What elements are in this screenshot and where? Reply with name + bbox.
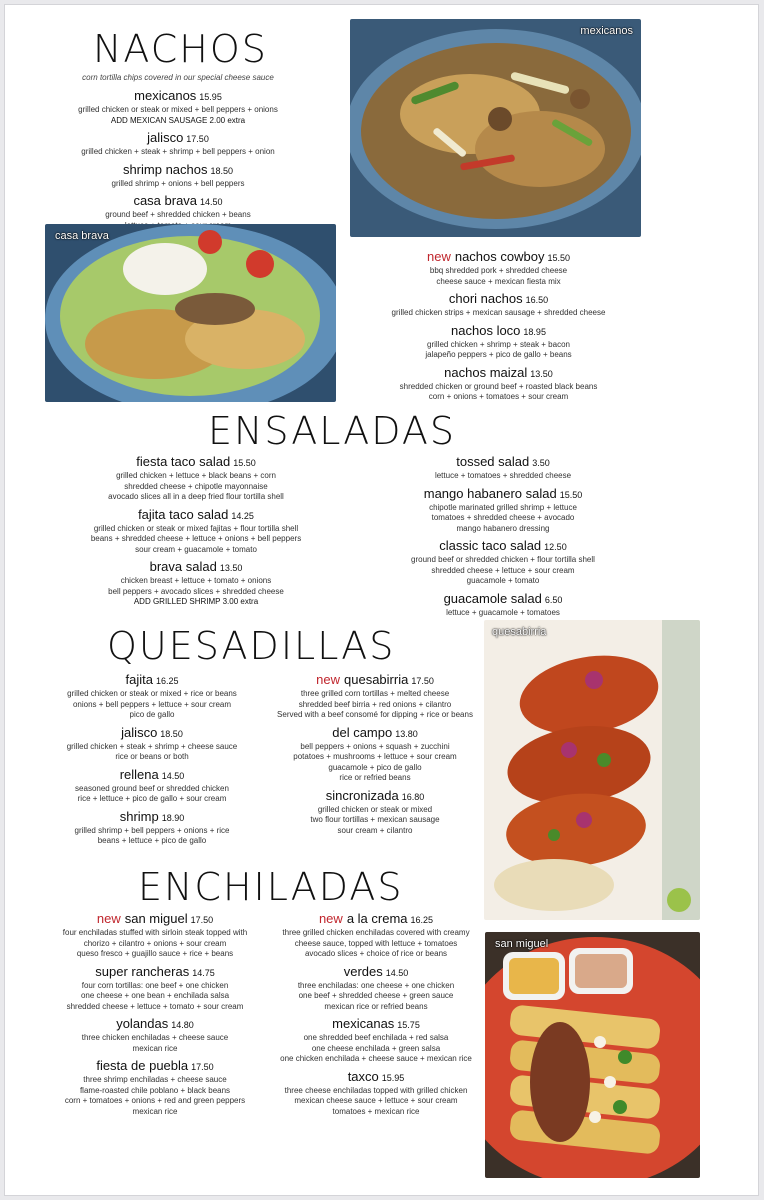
menu-item-name-line [373, 538, 633, 555]
menu-item-name-line [267, 1069, 485, 1086]
section-title-ensaladas: ENSALADAS [208, 409, 457, 453]
menu-item-description: three chicken enchiladas + cheese sauce [81, 1033, 229, 1042]
menu-item-name-line [45, 1058, 265, 1075]
menu-item-tossed-salad [373, 454, 633, 482]
menu-item-name-line [71, 559, 321, 576]
menu-item-name: fiesta taco salad [136, 454, 231, 469]
menu-item-name: yolandas [116, 1016, 169, 1031]
menu-item-price: 13.50 [219, 563, 243, 573]
menu-item-description: grilled chicken or steak or mixed [317, 804, 433, 814]
menu-item-description: three enchiladas: one cheese + one chicken [297, 980, 455, 990]
menu-item-price: 14.50 [161, 770, 185, 781]
menu-item-price: 17.50 [411, 676, 434, 686]
menu-item-description: grilled chicken + steak + shrimp + cheese sauce [66, 741, 238, 751]
menu-item-description: grilled chicken or steak or mixed + bell peppers + onions [78, 105, 278, 114]
menu-item-description: flame-roasted chile poblano + black beans [79, 1085, 231, 1095]
menu-item-taxco [267, 1069, 485, 1118]
menu-item-name-line [45, 1016, 265, 1033]
menu-item-quesabirria [267, 672, 483, 721]
menu-item-name: super rancheras [95, 963, 190, 979]
menu-item-nachos-loco [351, 323, 646, 361]
menu-item-description: cheese sauce, topped with lettuce + tomatoes [294, 938, 458, 948]
menu-item-description: grilled shrimp + onions + bell peppers [111, 178, 245, 188]
menu-item-extra: ADD MEXICAN SAUSAGE 2.00 extra [110, 115, 246, 125]
menu-item-price: 12.50 [544, 542, 567, 552]
menu-item-description: four corn tortillas: one beef + one chicken [81, 980, 229, 990]
menu-item-description: beans + lettuce + pico de gallo [97, 836, 207, 845]
menu-item-description: shredded cheese + lettuce + sour cream [431, 565, 575, 575]
menu-item-description: pico de gallo [129, 710, 175, 719]
photo-label-san-miguel: san miguel [495, 938, 549, 950]
menu-item-shrimp-nachos [43, 162, 313, 190]
nachos-left-column [43, 71, 313, 235]
menu-item-description: one cheese + one bean + enchilada salsa [80, 991, 230, 1000]
menu-item-description: guacamole + tomato [466, 576, 540, 585]
menu-item-name: del campo [332, 724, 393, 740]
menu-item-name-line [351, 365, 646, 382]
menu-item-description: grilled chicken strips + mexican sausage + shredded cheese [391, 308, 606, 317]
menu-item-description: bell peppers + onions + squash + zucchini [300, 741, 450, 751]
menu-item-description: four enchiladas stuffed with sirloin steak topped with [62, 928, 248, 937]
menu-item-name: mexicanos [134, 88, 197, 103]
menu-item-name: shrimp nachos [122, 161, 208, 177]
menu-item-price: 14.50 [385, 967, 409, 978]
menu-item-chori-nachos [351, 291, 646, 319]
enchiladas-left-column [45, 911, 265, 1121]
menu-item-description: seasoned ground beef or shredded chicken [75, 783, 229, 793]
photo-san-miguel [485, 932, 700, 1178]
menu-item-description: beans + shredded cheese + lettuce + onions + bell peppers [90, 534, 302, 543]
menu-item-description: grilled shrimp + bell peppers + onions + rice [74, 825, 230, 835]
menu-item-nachos-cowboy [351, 249, 646, 287]
menu-item-name: jalisco [121, 724, 158, 740]
new-tag: new [316, 672, 340, 687]
menu-item-name-line [351, 323, 646, 340]
menu-item-price: 16.80 [401, 791, 425, 802]
menu-item-name: a la crema [346, 911, 408, 926]
menu-item-name: brava salad [149, 559, 217, 574]
menu-item-description: mexican cheese sauce + lettuce + sour cream [294, 1096, 458, 1105]
menu-item-name: verdes [343, 963, 383, 979]
menu-item-name: mexicanas [332, 1016, 395, 1031]
menu-item-description: three cheese enchiladas topped with grilled chicken [284, 1085, 468, 1095]
menu-item-description: avocado slices + choice of rice or beans [304, 949, 448, 958]
menu-item-name-line [41, 672, 263, 689]
menu-item-name-line [373, 486, 633, 503]
menu-item-price: 16.25 [410, 915, 434, 925]
menu-item-name-line [267, 788, 483, 805]
menu-item-price: 17.50 [191, 1062, 214, 1072]
menu-item-jalisco [43, 130, 313, 158]
menu-item-price: 14.80 [171, 1020, 194, 1030]
menu-item-price: 3.50 [532, 458, 550, 468]
nachos-subtitle: corn tortilla chips covered in our special cheese sauce [82, 73, 274, 82]
menu-item-price: 18.50 [160, 728, 183, 739]
menu-item-name: fajita [125, 672, 153, 687]
menu-item-price: 13.80 [395, 728, 418, 739]
menu-item-description: mango habanero dressing [456, 523, 550, 533]
menu-item-description: three grilled corn tortillas + melted cheese [300, 689, 450, 698]
menu-item-verdes [267, 964, 485, 1013]
menu-item-price: 18.95 [523, 326, 546, 337]
menu-item-brava-salad [71, 559, 321, 608]
menu-item-classic-taco-salad [373, 538, 633, 587]
menu-item-name-line [267, 672, 483, 689]
menu-item-name-line [351, 291, 646, 308]
menu-item-super-rancheras [45, 964, 265, 1013]
new-tag: new [426, 249, 451, 264]
photo-mexicanos [350, 19, 641, 237]
menu-item-description: jalapeño peppers + pico de gallo + beans [425, 350, 572, 359]
menu-item-description: rice + lettuce + pico de gallo + sour cream [77, 794, 227, 803]
menu-item-description: rice or beans or both [115, 752, 189, 761]
menu-item-rellena [41, 767, 263, 805]
menu-item-shrimp [41, 809, 263, 847]
menu-item-description: corn + tomatoes + onions + red and green peppers [64, 1096, 246, 1105]
menu-item-description: grilled chicken + shrimp + steak + bacon [427, 339, 570, 349]
menu-item-price: 14.25 [231, 510, 254, 521]
menu-item-price: 15.50 [547, 253, 570, 263]
menu-item-guacamole-salad [373, 591, 633, 619]
menu-item-a-la-crema [267, 911, 485, 960]
menu-item-name: fiesta de puebla [96, 1058, 189, 1073]
menu-item-extra: ADD GRILLED SHRIMP 3.00 extra [133, 597, 259, 606]
menu-item-description: three shrimp enchiladas + cheese sauce [83, 1075, 227, 1084]
menu-item-name-line [267, 725, 483, 742]
menu-item-description: chipotle marinated grilled shrimp + lettuce [429, 502, 577, 512]
menu-item-description: onions + bell peppers + lettuce + sour cream [72, 699, 232, 709]
new-tag: new [96, 911, 121, 926]
menu-item-name-line [43, 193, 313, 210]
menu-item-description: bell peppers + avocado slices + shredded cheese [108, 586, 284, 596]
menu-item-name-line [45, 964, 265, 981]
menu-item-description: Served with a beef consomé for dipping + rice or beans [277, 710, 473, 719]
menu-item-description: grilled chicken or steak or mixed fajitas + flour tortilla shell [93, 523, 299, 533]
menu-item-description: shredded cheese + chipotle mayonnaise [124, 481, 268, 491]
menu-item-name: sincronizada [325, 787, 399, 803]
menu-item-name: tossed salad [456, 454, 530, 469]
menu-item-jalisco [41, 725, 263, 763]
menu-item-description: one shredded beef enchilada + red salsa [303, 1033, 449, 1042]
menu-item-price: 14.75 [192, 967, 215, 978]
ensaladas-right-column [373, 454, 633, 622]
menu-item-description: chorizo + cilantro + onions + sour cream [83, 938, 227, 948]
section-title-nachos: NACHOS [93, 27, 268, 71]
photo-label-mexicanos: mexicanos [580, 25, 633, 37]
quesadillas-left-column [41, 672, 263, 851]
menu-item-fajita [41, 672, 263, 721]
menu-item-description: potatoes + mushrooms + lettuce + sour cream [293, 752, 457, 761]
menu-item-name: chori nachos [448, 291, 523, 306]
menu-item-price: 13.50 [530, 368, 553, 379]
menu-item-name: nachos maizal [444, 364, 528, 380]
menu-item-description: grilled chicken or steak or mixed + rice or beans [67, 689, 237, 698]
menu-item-price: 15.50 [233, 458, 256, 468]
menu-item-description: ground beef + shredded chicken + beans [105, 210, 251, 219]
menu-item-name: quesabirria [344, 672, 409, 687]
menu-item-description: ground beef or shredded chicken + flour tortilla shell [411, 555, 595, 564]
menu-item-description: sour cream + cilantro [337, 825, 413, 835]
menu-item-name-line [43, 88, 313, 105]
menu-item-description: sour cream + guacamole + tomato [135, 544, 257, 554]
menu-item-name: mango habanero salad [423, 485, 557, 501]
menu-item-description: mexican rice [132, 1043, 178, 1053]
menu-item-description: bbq shredded pork + shredded cheese [429, 266, 568, 275]
menu-item-price: 16.50 [525, 295, 549, 305]
section-title-quesadillas: QUESADILLAS [107, 624, 396, 668]
menu-item-name: nachos cowboy [454, 249, 545, 264]
menu-item-name: san miguel [124, 911, 188, 926]
menu-item-description: guacamole + pico de gallo [328, 762, 422, 772]
menu-item-description: corn + onions + tomatoes + sour cream [428, 392, 569, 401]
menu-item-name: nachos loco [451, 322, 521, 338]
photo-casa-brava [45, 224, 336, 402]
menu-item-name-line [71, 507, 321, 524]
menu-item-name-line [41, 725, 263, 742]
menu-item-description: mexican rice [132, 1106, 178, 1116]
menu-item-description: lettuce + tomatoes + shredded cheese [434, 471, 572, 480]
menu-item-description: one chicken enchilada + cheese sauce + mexican rice [280, 1054, 472, 1063]
menu-item-san-miguel [45, 911, 265, 960]
menu-item-name-line [373, 591, 633, 608]
menu-item-description: rice or refried beans [339, 773, 411, 782]
menu-item-name-line [41, 767, 263, 784]
menu-item-name-line [267, 911, 485, 928]
menu-item-description: lettuce + guacamole + tomatoes [446, 607, 560, 617]
menu-item-description: shredded beef birria + red onions + cilantro [298, 699, 452, 709]
menu-item-description: mexican rice or refried beans [324, 1001, 428, 1011]
menu-item-name: jalisco [147, 130, 184, 145]
menu-item-description: queso fresco + guajillo sauce + rice + beans [76, 949, 234, 958]
menu-item-description: one cheese enchilada + green salsa [311, 1043, 441, 1053]
menu-item-price: 18.90 [161, 812, 185, 823]
ensaladas-left-column [71, 454, 321, 612]
menu-item-name: rellena [119, 766, 159, 782]
photo-label-quesabirria: quesabirria [492, 626, 547, 638]
menu-item-name: fajita taco salad [138, 506, 229, 522]
menu-item-price: 6.50 [544, 594, 563, 605]
menu-item-name-line [71, 454, 321, 471]
menu-item-description: avocado slices all in a deep fried flour tortilla shell [108, 492, 284, 501]
photo-label-casa-brava: casa brava [55, 230, 109, 242]
menu-item-mango-habanero-salad [373, 486, 633, 535]
photo-quesabirria [484, 620, 700, 920]
enchiladas-right-column [267, 911, 485, 1121]
new-tag: new [318, 911, 343, 926]
menu-item-description: cheese sauce + mexican fiesta mix [436, 276, 561, 286]
menu-item-description: three grilled chicken enchiladas covered with creamy [282, 928, 470, 937]
menu-item-name-line [351, 249, 646, 266]
menu-item-fajita-taco-salad [71, 507, 321, 556]
menu-item-description: one beef + shredded cheese + green sauce [298, 991, 454, 1000]
menu-item-description: two flour tortillas + mexican sausage [310, 815, 440, 824]
menu-item-name: casa brava [133, 193, 198, 208]
menu-item-price: 14.50 [200, 197, 223, 207]
menu-item-sincronizada [267, 788, 483, 837]
menu-item-price: 15.95 [381, 1072, 405, 1083]
menu-item-price: 17.50 [186, 134, 209, 144]
menu-item-price: 15.75 [397, 1020, 420, 1030]
menu-item-fiesta-taco-salad [71, 454, 321, 503]
menu-item-name-line [41, 809, 263, 826]
menu-item-description: tomatoes + shredded cheese + avocado [431, 513, 575, 522]
quesadillas-right-column [267, 672, 483, 840]
menu-item-name-line [43, 130, 313, 147]
menu-item-mexicanos [43, 88, 313, 126]
menu-item-yolandas [45, 1016, 265, 1054]
menu-item-description: shredded cheese + lettuce + tomato + sour cream [66, 1001, 244, 1011]
menu-item-price: 15.95 [199, 92, 222, 102]
menu-item-fiesta-de-puebla [45, 1058, 265, 1117]
menu-item-name-line [373, 454, 633, 471]
menu-item-name-line [267, 1016, 485, 1033]
nachos-right-column [351, 249, 646, 407]
menu-item-name-line [45, 911, 265, 928]
menu-item-name-line [267, 964, 485, 981]
menu-page [4, 4, 759, 1196]
menu-item-name: guacamole salad [443, 590, 542, 606]
menu-item-name: shrimp [119, 808, 159, 824]
menu-item-name: taxco [347, 1068, 379, 1084]
menu-item-price: 17.50 [190, 915, 214, 925]
menu-item-del-campo [267, 725, 483, 784]
menu-item-nachos-maizal [351, 365, 646, 403]
menu-item-price: 18.50 [210, 165, 234, 176]
menu-item-description: grilled chicken + lettuce + black beans + corn [116, 471, 276, 480]
menu-item-description: chicken breast + lettuce + tomato + onions [120, 576, 272, 585]
menu-item-name-line [43, 162, 313, 179]
section-title-enchiladas: ENCHILADAS [138, 865, 404, 909]
menu-item-name: classic taco salad [439, 538, 542, 553]
menu-item-price: 15.50 [559, 489, 583, 500]
menu-item-description: shredded chicken or ground beef + roasted black beans [399, 381, 598, 391]
menu-item-price: 16.25 [155, 676, 179, 686]
menu-item-description: grilled chicken + steak + shrimp + bell peppers + onion [81, 147, 275, 156]
menu-item-mexicanas [267, 1016, 485, 1065]
menu-item-description: tomatoes + mexican rice [332, 1106, 420, 1116]
